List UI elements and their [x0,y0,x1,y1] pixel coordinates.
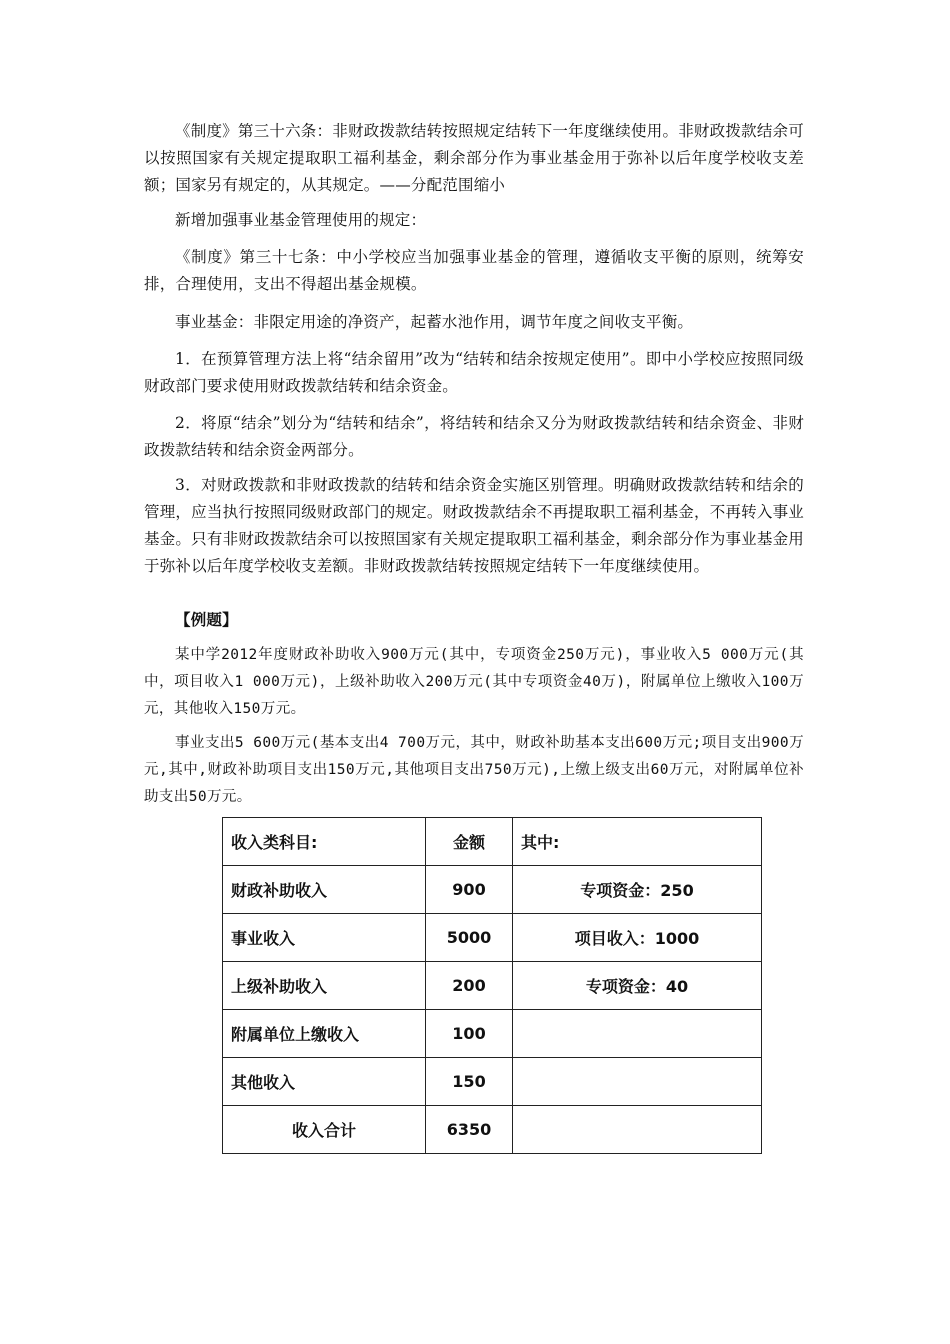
fund-definition-paragraph: 事业基金：非限定用途的净资产，起蓄水池作用，调节年度之间收支平衡。 [175,313,694,331]
row-detail [513,1010,762,1058]
header-amount: 金额 [426,818,513,866]
row-detail: 专项资金：40 [513,962,762,1010]
new-rules-intro: 新增加强事业基金管理使用的规定： [175,211,427,229]
row-item: 其他收入 [223,1058,426,1106]
row-item: 事业收入 [223,914,426,962]
income-table [222,817,762,1154]
article-37-paragraph: 《制度》第三十七条：中小学校应当加强事业基金的管理，遵循收支平衡的原则，统筹安排，合理使用，支出不得超出基金规模。 [144,248,804,293]
point-1-paragraph: 1．在预算管理方法上将“结余留用”改为“结转和结余按规定使用”。即中小学校应按照同级财政部门要求使用财政拨款结转和结余资金。 [144,350,804,395]
total-label: 收入合计 [223,1106,426,1154]
row-detail [513,1058,762,1106]
table-row [223,1010,762,1058]
article-36-paragraph: 《制度》第三十六条：非财政拨款结转按照规定结转下一年度继续使用。非财政拨款结余可以按照国家有关规定提取职工福利基金，剩余部分作为事业基金用于弥补以后年度学校收支差额；国家另有规定的，从其规定。——分配范围缩小 [144,122,804,194]
row-amount: 900 [426,866,513,914]
total-detail [513,1106,762,1154]
table-row [223,866,762,914]
table-total-row [223,1106,762,1154]
table-row [223,962,762,1010]
total-amount: 6350 [426,1106,513,1154]
row-detail: 专项资金：250 [513,866,762,914]
header-detail: 其中: [513,818,762,866]
point-2-paragraph: 2．将原“结余”划分为“结转和结余”，将结转和结余又分为财政拨款结转和结余资金、非财政拨款结转和结余资金两部分。 [144,414,804,459]
row-item: 附属单位上缴收入 [223,1010,426,1058]
table-row [223,914,762,962]
row-amount: 150 [426,1058,513,1106]
row-detail: 项目收入：1000 [513,914,762,962]
point-3-paragraph: 3．对财政拨款和非财政拨款的结转和结余资金实施区别管理。明确财政拨款结转和结余的管理，应当执行按照同级财政部门的规定。财政拨款结余不再提取职工福利基金，不再转入事业基金。只有非财政拨款结余可以按照国家有关规定提取职工福利基金，剩余部分作为事业基金用于弥补以后年度学校收支差额。非财政拨款结转按照规定结转下一年度继续使用。 [144,476,804,575]
row-amount: 200 [426,962,513,1010]
header-item: 收入类科目: [223,818,426,866]
example-income-paragraph: 某中学2012年度财政补助收入900万元(其中，专项资金250万元)，事业收入5 000万元(其中，项目收入1 000万元)，上级补助收入200万元(其中专项资金40万)，附属单位上缴收入100万元，其他收入150万元。 [144,647,804,717]
row-amount: 5000 [426,914,513,962]
table-header-row [223,818,762,866]
table-row [223,1058,762,1106]
row-item: 上级补助收入 [223,962,426,1010]
row-amount: 100 [426,1010,513,1058]
example-expense-paragraph: 事业支出5 600万元(基本支出4 700万元，其中，财政补助基本支出600万元;项目支出900万元,其中,财政补助项目支出150万元,其他项目支出750万元),上缴上级支出60万元，对附属单位补助支出50万元。 [144,735,804,805]
row-item: 财政补助收入 [223,866,426,914]
example-heading: 【例题】 [175,610,238,629]
